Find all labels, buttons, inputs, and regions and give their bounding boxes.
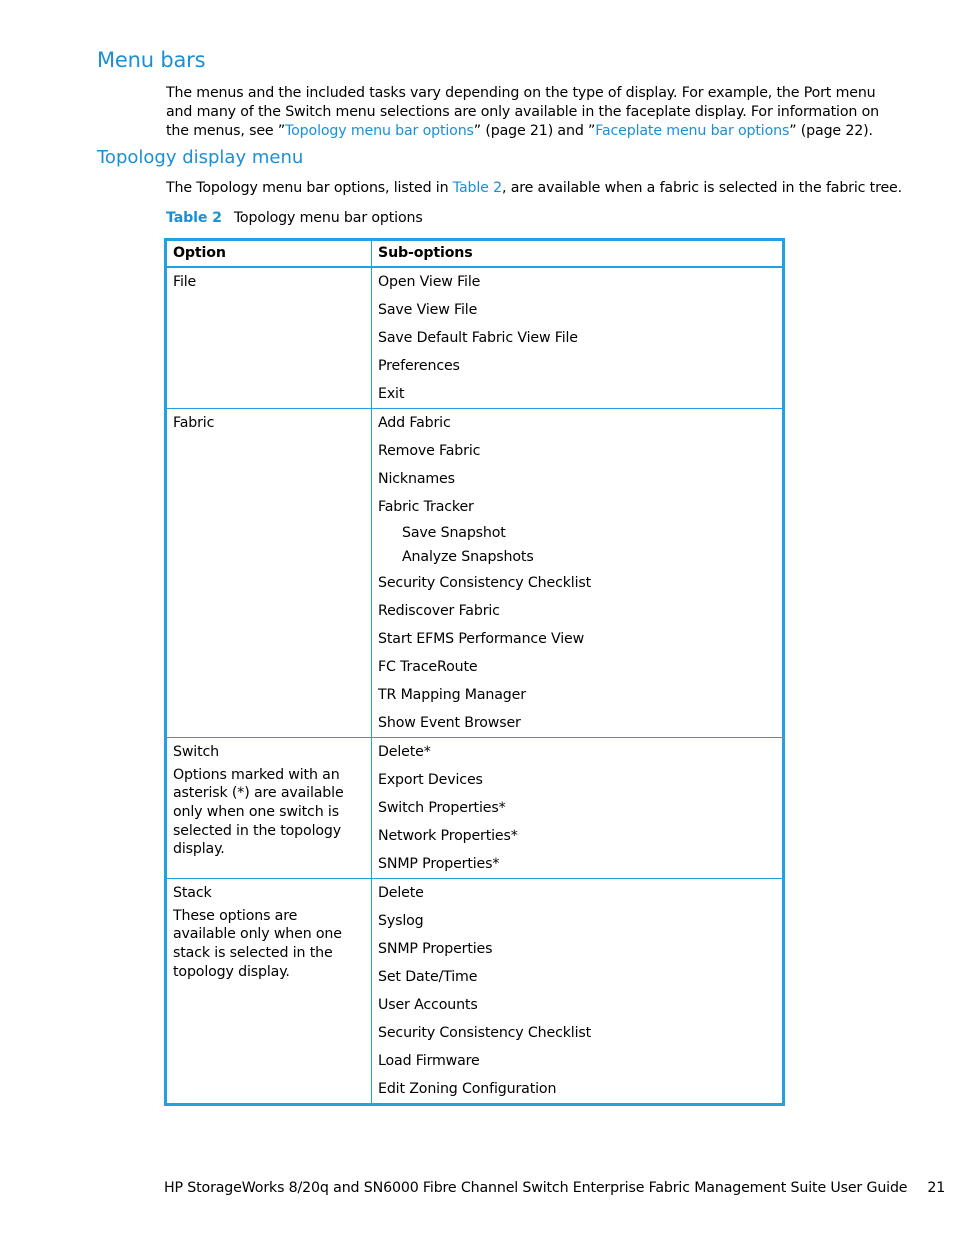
intro-text-1: The menus and the included tasks vary depending on the type of display. For example, the Port menu and many of the Switch menu selections are only available in the faceplate display. For information on the menus, see ” <box>166 85 879 139</box>
option-name: Switch <box>173 743 220 760</box>
option-cell <box>166 737 372 878</box>
table-caption <box>166 210 423 226</box>
sub-options-cell <box>372 408 784 737</box>
sub-option-item: SNMP Properties* <box>378 855 500 872</box>
table-2-link[interactable]: Table 2 <box>452 180 502 196</box>
sub-option-item: Save Snapshot <box>402 524 506 541</box>
sub-option-item: Rediscover Fabric <box>378 602 500 619</box>
sub-option-item: SNMP Properties <box>378 940 493 957</box>
topology-options-link[interactable]: Topology menu bar options <box>285 123 474 139</box>
sub-option-item: Add Fabric <box>378 414 451 431</box>
sub-option-item: Save Default Fabric View File <box>378 329 578 346</box>
sub-option-item: Security Consistency Checklist <box>378 1024 592 1041</box>
sub-option-item: Syslog <box>378 912 424 929</box>
table-row <box>166 878 784 1104</box>
table-row <box>166 267 784 409</box>
option-cell <box>166 408 372 737</box>
sub-option-item: User Accounts <box>378 996 478 1013</box>
sub-option-item: Fabric Tracker <box>378 498 474 515</box>
sub-option-item: Exit <box>378 385 405 402</box>
table-caption-label: Table 2 <box>166 210 222 226</box>
sub-option-item: Export Devices <box>378 771 483 788</box>
intro-text-3: ” (page 22). <box>789 123 873 139</box>
sub-option-item: Remove Fabric <box>378 442 481 459</box>
option-cell <box>166 267 372 409</box>
intro-text-2: ” (page 21) and ” <box>473 123 596 139</box>
option-name: Stack <box>173 884 212 901</box>
sub-option-item: Load Firmware <box>378 1052 480 1069</box>
sub-options-cell <box>372 737 784 878</box>
sub-option-item: Delete* <box>378 743 431 760</box>
intro-paragraph <box>166 84 882 141</box>
sub-option-item: Switch Properties* <box>378 799 506 816</box>
sub-options-cell <box>372 878 784 1104</box>
sub-option-item: Nicknames <box>378 470 455 487</box>
page-footer <box>164 1180 945 1196</box>
sub-option-item: Preferences <box>378 357 460 374</box>
topology-text-1: The Topology menu bar options, listed in <box>166 180 453 196</box>
topology-paragraph <box>166 179 902 198</box>
sub-option-item: Network Properties* <box>378 827 518 844</box>
sub-option-item: Analyze Snapshots <box>402 548 534 565</box>
option-note: Options marked with an asterisk (*) are available only when one switch is selected in the topology display. <box>173 766 344 858</box>
sub-option-item: Save View File <box>378 301 478 318</box>
table-header-row <box>166 240 784 267</box>
footer-title: HP StorageWorks 8/20q and SN6000 Fibre Channel Switch Enterprise Fabric Management Suite User Guide <box>164 1180 908 1196</box>
sub-option-item: Set Date/Time <box>378 968 478 985</box>
sub-option-item: Open View File <box>378 273 481 290</box>
subsection-heading: Topology display menu <box>97 147 304 168</box>
option-name: Fabric <box>173 414 215 431</box>
page-number: 21 <box>927 1180 946 1196</box>
section-heading: Menu bars <box>97 48 206 72</box>
sub-option-item: Edit Zoning Configuration <box>378 1080 557 1097</box>
table-caption-title: Topology menu bar options <box>233 210 423 226</box>
sub-option-item: Security Consistency Checklist <box>378 574 592 591</box>
sub-option-item: Delete <box>378 884 424 901</box>
option-name: File <box>173 273 197 290</box>
header-option: Option <box>166 240 372 267</box>
sub-option-item: FC TraceRoute <box>378 658 478 675</box>
sub-options-cell <box>372 267 784 409</box>
table-body <box>166 267 784 1105</box>
table-row <box>166 408 784 737</box>
option-note: These options are available only when one stack is selected in the topology display. <box>173 907 342 980</box>
sub-option-item: Start EFMS Performance View <box>378 630 585 647</box>
sub-option-item: Show Event Browser <box>378 714 521 731</box>
header-sub-options: Sub-options <box>372 240 784 267</box>
sub-option-item: TR Mapping Manager <box>378 686 526 703</box>
table-row <box>166 737 784 878</box>
faceplate-options-link[interactable]: Faceplate menu bar options <box>595 123 790 139</box>
topology-menu-table <box>164 238 785 1106</box>
topology-text-2: , are available when a fabric is selected in the fabric tree. <box>501 180 902 196</box>
option-cell <box>166 878 372 1104</box>
